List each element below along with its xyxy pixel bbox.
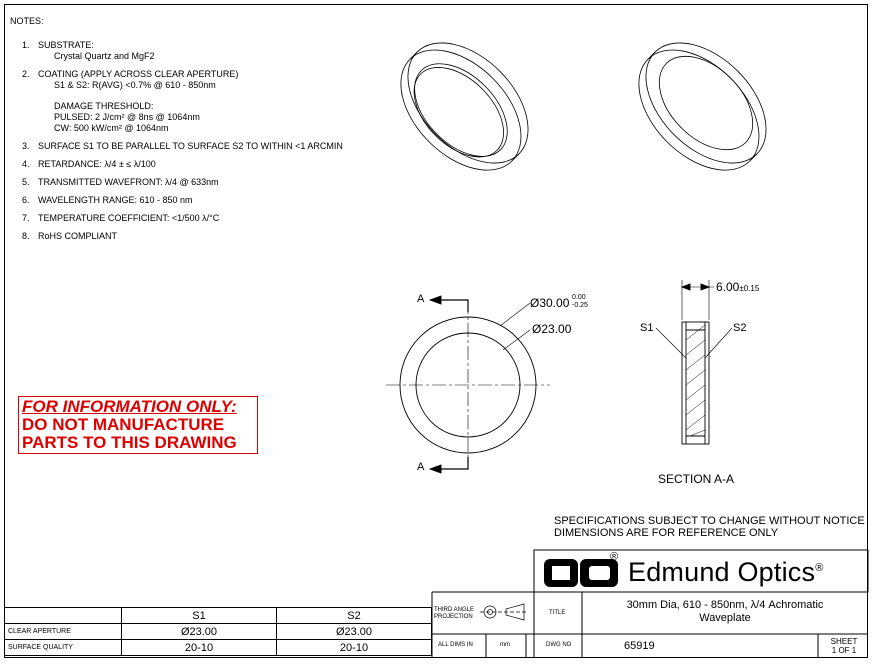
section-caption: SECTION A-A	[658, 472, 735, 486]
note-sub: DAMAGE THRESHOLD:	[54, 101, 154, 111]
note-text: COATING (APPLY ACROSS CLEAR APERTURE)	[38, 69, 239, 79]
table-header-cell: S1	[122, 608, 277, 624]
tolerance-upper: 0.00	[572, 294, 586, 301]
section-view	[656, 280, 732, 444]
table-header-cell: S2	[277, 608, 432, 624]
table-header-row	[5, 608, 432, 624]
third-angle-label: THIRD ANGLE PROJECTION	[434, 607, 475, 620]
inner-diameter-dim: Ø23.00	[532, 322, 572, 336]
note-number: 1.	[22, 40, 30, 50]
thickness-value: 6.00	[716, 280, 740, 294]
warning-line-2: DO NOT MANUFACTURE	[22, 415, 225, 434]
note-number: 5.	[22, 177, 30, 187]
specs-notice	[554, 515, 865, 539]
outer-diameter-dim	[530, 296, 569, 310]
note-text: SUBSTRATE:	[38, 40, 94, 50]
units-value: mm	[500, 642, 510, 648]
thickness-tolerance: ±0.15	[739, 284, 760, 293]
surface-table	[4, 607, 432, 656]
note-text: WAVELENGTH RANGE: 610 - 850 nm	[38, 195, 193, 205]
row-label: SURFACE QUALITY	[5, 640, 122, 656]
note-text: TRANSMITTED WAVEFRONT: λ/4 @ 633nm	[38, 177, 219, 187]
dwg-no-label: DWG NO	[546, 642, 572, 648]
note-sub: CW: 500 kW/cm² @ 1064nm	[54, 123, 169, 133]
table-cell: 20-10	[277, 640, 432, 656]
table-header-cell	[5, 608, 122, 624]
warning-line-3: PARTS TO THIS DRAWING	[22, 433, 237, 452]
specs-notice-line-2: DIMENSIONS ARE FOR REFERENCE ONLY	[554, 527, 779, 539]
section-mark-bottom: A	[417, 461, 425, 473]
table-cell: Ø23.00	[277, 624, 432, 640]
surface-s1-label: S1	[640, 322, 654, 334]
thickness-dim	[716, 280, 759, 294]
note-sub: S1 & S2: R(AVG) <0.7% @ 610 - 850nm	[54, 80, 216, 90]
table-cell: Ø23.00	[122, 624, 277, 640]
outer-diameter-tolerance	[572, 294, 588, 310]
projection-symbol-icon	[480, 604, 528, 620]
section-mark-top: A	[417, 293, 425, 305]
notes-header: NOTES:	[10, 16, 44, 26]
sheet-label: SHEET	[830, 637, 858, 646]
note-number: 7.	[22, 213, 30, 223]
title-label: TITLE	[549, 610, 566, 616]
note-sub: PULSED: 2 J/cm² @ 8ns @ 1064nm	[54, 112, 200, 122]
drawing-title-line-2: Waveplate	[699, 612, 751, 624]
note-text: SURFACE S1 TO BE PARALLEL TO SURFACE S2 TO WITHIN <1 ARCMIN	[38, 141, 343, 151]
note-sub: Crystal Quartz and MgF2	[54, 51, 155, 61]
edmund-logo-icon	[544, 559, 618, 587]
table-cell: 20-10	[122, 640, 277, 656]
dwg-no-value: 65919	[624, 640, 655, 652]
note-number: 4.	[22, 159, 30, 169]
isometric-view-1	[378, 20, 551, 193]
front-view	[386, 296, 550, 473]
note-number: 6.	[22, 195, 30, 205]
row-label: CLEAR APERTURE	[5, 624, 122, 640]
note-text: RoHS COMPLIANT	[38, 231, 118, 241]
warning-line-1: FOR INFORMATION ONLY:	[22, 397, 237, 416]
table-row	[5, 640, 432, 656]
sheet-info	[822, 637, 866, 655]
note-number: 2.	[22, 69, 30, 79]
drawing-title-line-1: 30mm Dia, 610 - 850nm, λ/4 Achromatic	[626, 599, 824, 611]
logo-registered-mark: ®	[610, 551, 619, 563]
outer-diameter-value: Ø30.00	[530, 296, 570, 310]
tolerance-lower: -0.25	[572, 302, 588, 309]
isometric-view-2	[616, 20, 789, 193]
note-number: 3.	[22, 141, 30, 151]
note-number: 8.	[22, 231, 30, 241]
table-row	[5, 624, 432, 640]
company-name: Edmund Optics®	[628, 557, 824, 587]
note-text: TEMPERATURE COEFFICIENT: <1/500 λ/°C	[38, 213, 220, 223]
surface-s2-label: S2	[733, 322, 747, 334]
note-text: RETARDANCE: λ/4 ± ≤ λ/100	[38, 159, 156, 169]
specs-notice-line-1: SPECIFICATIONS SUBJECT TO CHANGE WITHOUT NOTICE	[554, 515, 865, 527]
drawing-title	[584, 599, 866, 625]
sheet-value: 1 OF 1	[831, 646, 857, 655]
all-dims-label: ALL DIMS IN	[438, 642, 473, 648]
